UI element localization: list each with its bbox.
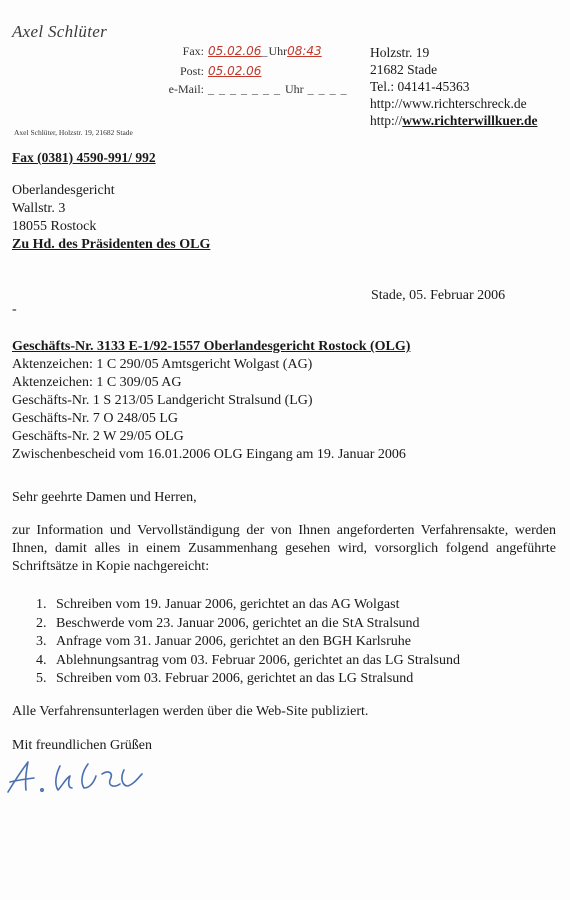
- reference-line: Aktenzeichen: 1 C 309/05 AG: [12, 375, 182, 390]
- signature-dot: [41, 789, 43, 791]
- list-item: [36, 652, 460, 671]
- signature-stroke: [122, 770, 142, 786]
- recipient-line-3: 18055 Rostock: [12, 219, 97, 234]
- publication-note: Alle Verfahrensunterlagen werden über die Web-Site publiziert.: [12, 704, 369, 719]
- fax-number: Fax (0381) 4590-991/ 992: [12, 150, 156, 165]
- list-item-text: Anfrage vom 31. Januar 2006, gerichtet an den BGH Karlsruhe: [56, 634, 411, 649]
- fax-date-underline: _: [261, 44, 269, 58]
- list-item-text: Schreiben vom 19. Januar 2006, gerichtet an das AG Wolgast: [56, 597, 400, 612]
- closing: Mit freundlichen Grüßen: [12, 738, 152, 753]
- contact-street: Holzstr. 19: [370, 45, 430, 60]
- list-item: [36, 633, 460, 652]
- signature-stroke: [56, 766, 72, 790]
- reference-line: Zwischenbescheid vom 16.01.2006 OLG Eingang am 19. Januar 2006: [12, 447, 406, 462]
- recipient-line-1: Oberlandesgericht: [12, 183, 115, 198]
- sender-name: Axel Schlüter: [12, 22, 108, 41]
- post-transmission-row: [160, 64, 261, 79]
- reference-line: Geschäfts-Nr. 2 W 29/05 OLG: [12, 429, 184, 444]
- reference-main: Geschäfts-Nr. 3133 E-1/92-1557 Oberlandesgericht Rostock (OLG): [12, 339, 411, 354]
- contact-web-link-2[interactable]: [370, 112, 538, 129]
- fax-label: Fax:: [182, 44, 204, 58]
- email-transmission-row: [160, 82, 348, 97]
- letter-date: Stade, 05. Februar 2006: [371, 288, 506, 303]
- signature-image: [4, 752, 154, 802]
- recipient-attention: Zu Hd. des Präsidenten des OLG: [12, 237, 211, 252]
- tick-mark: -: [12, 302, 17, 317]
- signature-stroke: [8, 762, 28, 792]
- recipient-address: [12, 182, 210, 254]
- post-label: Post:: [179, 64, 204, 78]
- contact-web-link-2-domain: www.richterwillkuer.de: [402, 113, 538, 128]
- enclosure-list: [36, 596, 460, 689]
- list-item-number: 2.: [36, 615, 47, 631]
- return-address: Axel Schlüter, Holzstr. 19, 21682 Stade: [14, 128, 133, 137]
- list-item: [36, 615, 460, 634]
- email-time-blank: _ _ _ _: [307, 82, 348, 96]
- fax-date: 05.02.06: [208, 44, 262, 58]
- reference-line: Aktenzeichen: 1 C 290/05 Amtsgericht Wolgast (AG): [12, 357, 313, 372]
- reference-line: Geschäfts-Nr. 7 O 248/05 LG: [12, 411, 179, 426]
- reference-block: [12, 338, 410, 464]
- email-blank: _ _ _ _ _ _ _: [208, 82, 281, 96]
- email-time-label: Uhr: [285, 82, 304, 96]
- list-item-number: 3.: [36, 634, 47, 649]
- list-item-text: Schreiben vom 03. Februar 2006, gerichtet an das LG Stralsund: [56, 671, 414, 686]
- fax-time: 08:43: [287, 44, 322, 58]
- signature-stroke: [82, 764, 96, 788]
- list-item-number: 4.: [36, 652, 47, 668]
- list-item: [36, 596, 460, 615]
- recipient-line-2: Wallstr. 3: [12, 201, 66, 216]
- contact-web-link-2-prefix: http://: [370, 113, 403, 128]
- list-item: [36, 670, 460, 689]
- fax-time-label: Uhr: [268, 44, 288, 58]
- body-paragraph: zur Information und Vervollständigung der von Ihnen angeforderten Verfahrensakte, werden Ihnen, damit alles in einem Zusammenhang gesehen wird, vorsorglich folgend angeführte Schriftsätze in Kopie nachgereicht:: [12, 523, 556, 574]
- list-item-text: Ablehnungsantrag vom 03. Februar 2006, gerichtet an das LG Stralsund: [56, 652, 460, 668]
- contact-city: 21682 Stade: [370, 62, 438, 77]
- post-date: 05.02.06: [208, 64, 262, 78]
- reference-line: Geschäfts-Nr. 1 S 213/05 Landgericht Stralsund (LG): [12, 393, 313, 408]
- signature-stroke: [102, 772, 120, 786]
- list-item-number: 5.: [36, 671, 47, 686]
- contact-block: [370, 44, 538, 129]
- list-item-number: 1.: [36, 597, 47, 612]
- salutation: Sehr geehrte Damen und Herren,: [12, 490, 197, 505]
- contact-web-link-1[interactable]: http://www.richterschreck.de: [370, 96, 527, 111]
- list-item-text: Beschwerde vom 23. Januar 2006, gerichtet an die StA Stralsund: [56, 615, 420, 631]
- fax-transmission-row: [160, 44, 322, 59]
- contact-phone: Tel.: 04141-45363: [370, 79, 470, 94]
- email-label: e-Mail:: [168, 82, 204, 96]
- signature-stroke: [10, 778, 34, 782]
